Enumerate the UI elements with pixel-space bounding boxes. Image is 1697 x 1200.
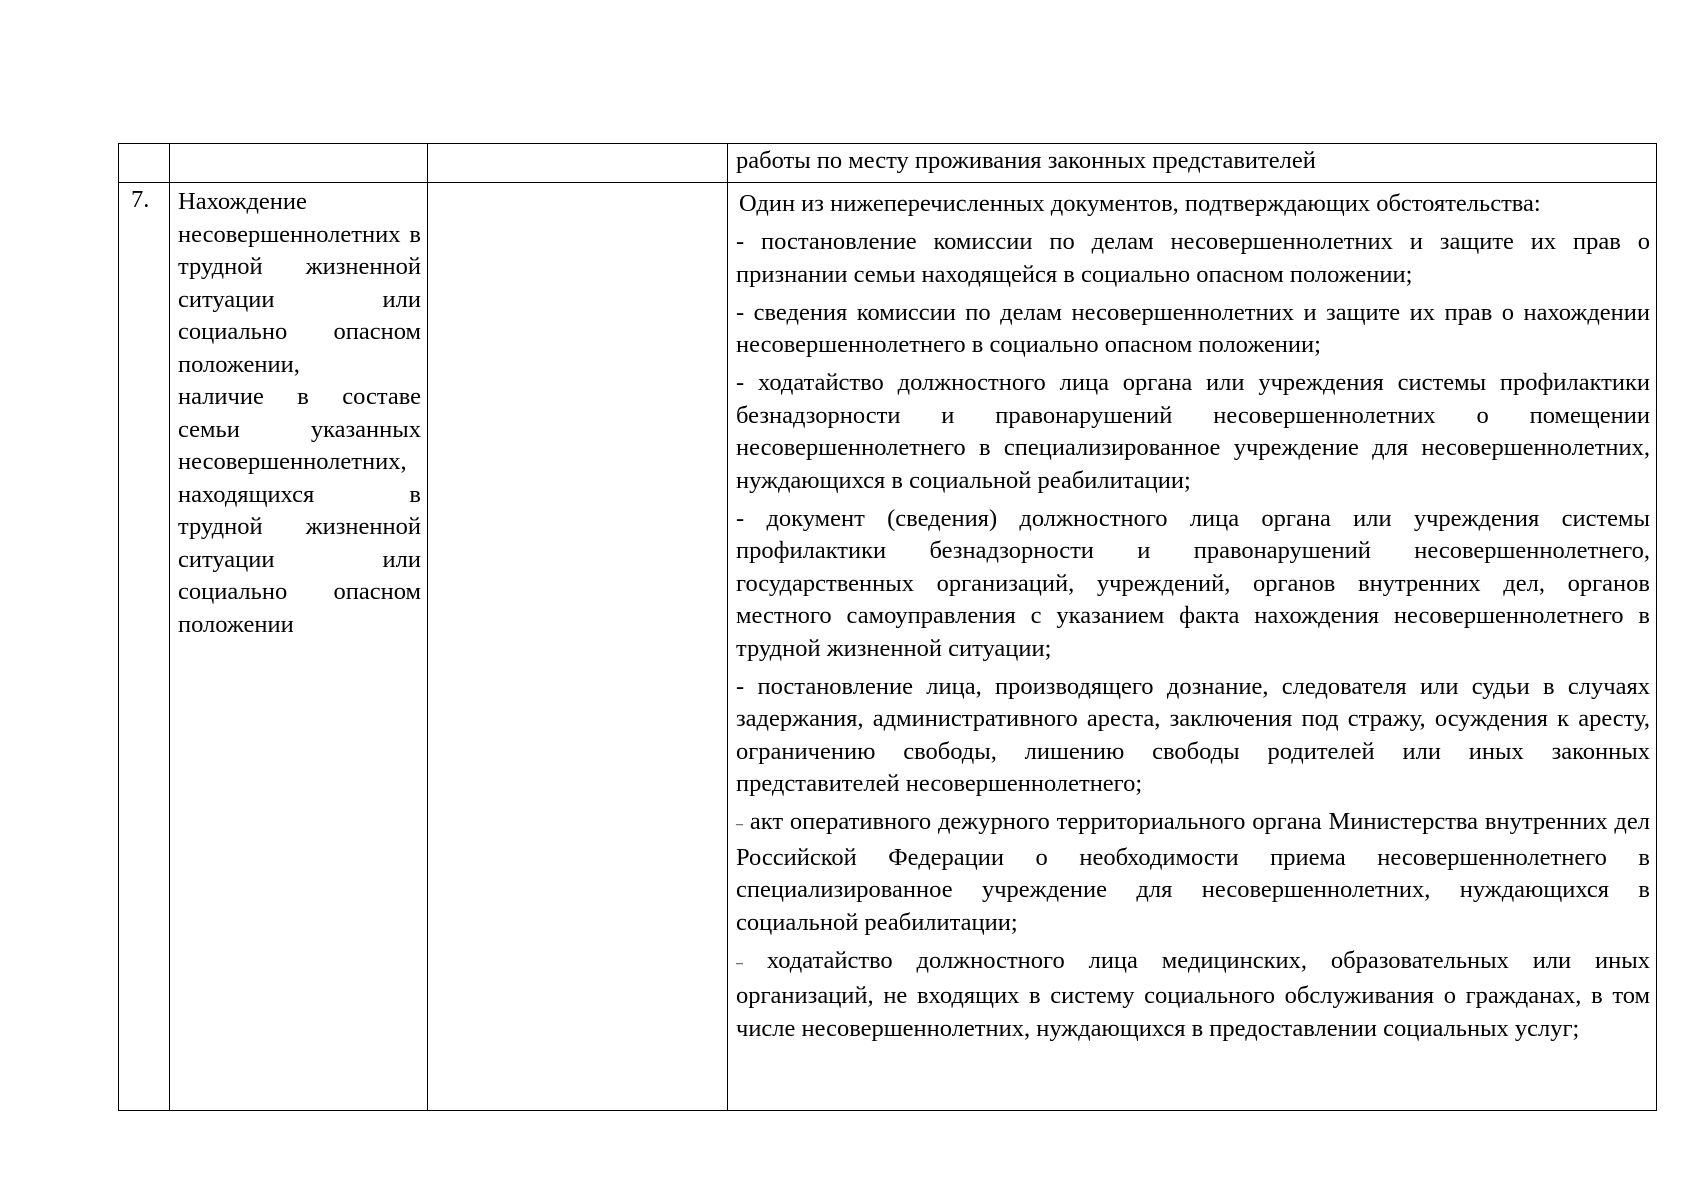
table-row-continuation [119,144,1657,183]
table-row [119,183,1657,1111]
list-item: - ходатайство должностного лица органа или учреждения системы профилактики безнадзорности и правонарушений несовершеннолетних о помещении несовершеннолетнего в специализированное учреждение для несовершеннолетних, нуждающихся в социальной реабилитации; [736,369,1650,494]
list-item: - документ (сведения) должностного лица органа или учреждения системы профилактики безнадзорности и правонарушений несовершеннолетнего, государственных организаций, учреждений, органов внутренних дел, органов местного самоуправления с указанием факта нахождения несовершеннолетнего в трудной жизненной ситуации; [736,504,1650,662]
row-number: 7. [131,186,150,213]
cell-documents-continuation [728,144,1657,183]
services-table [118,143,1657,1111]
condition-text [170,183,427,641]
cell-documents [728,183,1657,1111]
cell-condition [170,183,428,1111]
list-item-text: акт оперативного дежурного территориального органа Министерства внутренних дел Российской Федерации о необходимости приема несовершеннолетнего в специализированное учреждение для несовершеннолетних, нуждающихся в социальной реабилитации; [736,808,1650,936]
cell-empty [428,144,728,183]
list-dash: – [736,817,743,832]
condition-line: наличие в составе семьи указанных несовершеннолетних, находящихся в трудной жизненной ситуации или социально опасном положении [178,383,421,638]
documents-intro: Один из нижеперечисленных документов, подтверждающих обстоятельства: [739,190,1541,217]
cell-condition-empty [170,144,428,183]
continuation-text: работы по месту проживания законных представителей [736,147,1316,174]
list-item: - сведения комиссии по делам несовершеннолетних и защите их прав о нахождении несовершеннолетнего в социально опасном положении; [736,298,1650,358]
list-dash: – [736,955,743,971]
list-item-text: ходатайство должностного лица медицинских, образовательных или иных организаций, не входящих в систему социального обслуживания о гражданах, в том числе несовершеннолетних, нуждающихся в предоставлении социальных услуг; [736,946,1650,1042]
cell-number [119,183,170,1111]
list-item [736,806,1650,939]
list-item: - постановление лица, производящего дознание, следователя или судьи в случаях задержания, административного ареста, заключения под стражу, осуждения к аресту, ограничению свободы, лишению свободы родителей или иных законных представителей несовершеннолетнего; [736,672,1650,797]
condition-line: Нахождение несовершеннолетних в трудной жизненной ситуации или социально опасном положении, [178,188,421,378]
cell-number-empty [119,144,170,183]
documents-list [728,183,1656,1045]
list-item: - постановление комиссии по делам несовершеннолетних и защите их прав о признании семьи находящейся в социально опасном положении; [736,228,1650,288]
cell-empty [428,183,728,1111]
list-item [736,945,1650,1046]
